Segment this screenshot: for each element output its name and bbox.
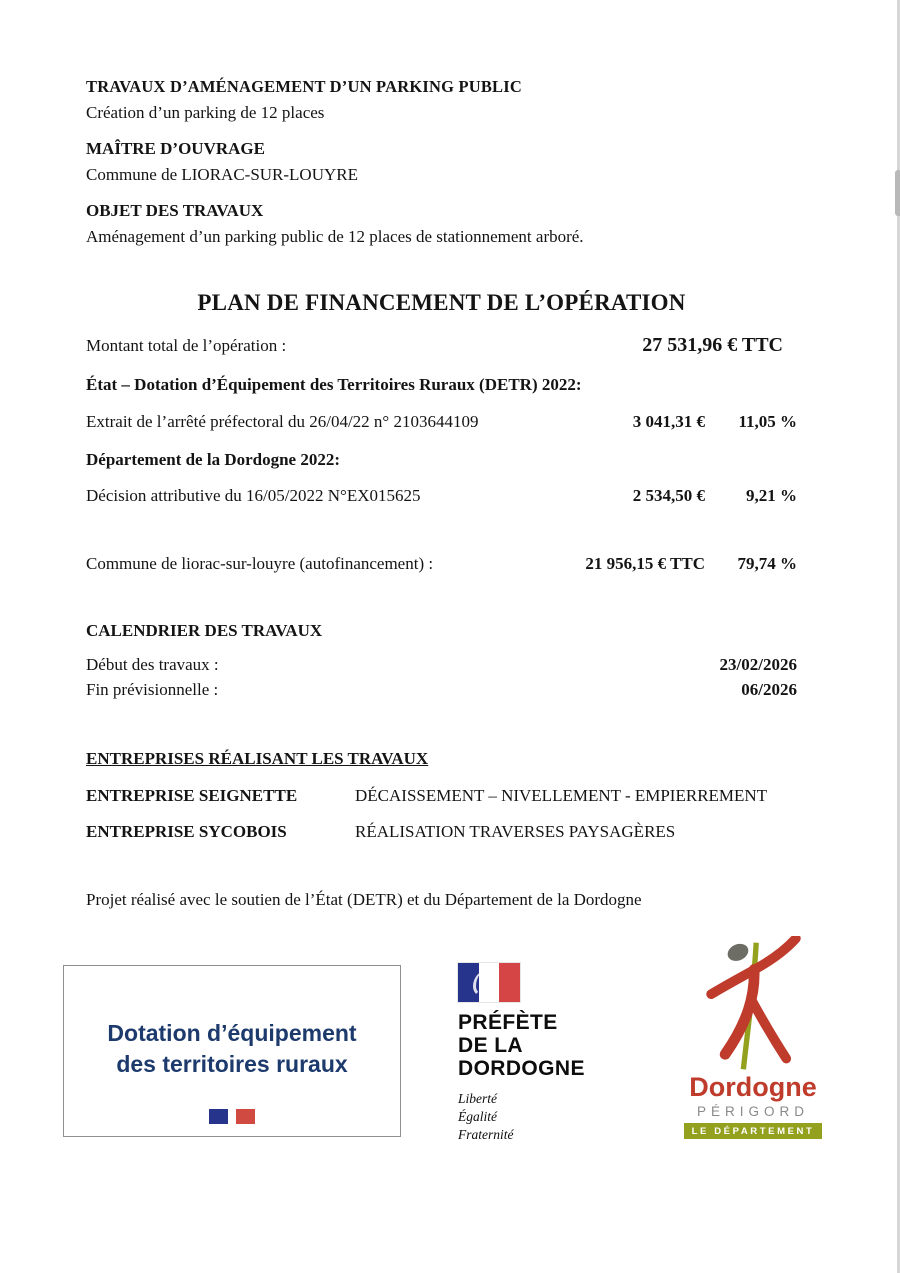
calendar-row xyxy=(86,654,797,676)
calendar-start-label: Début des travaux : xyxy=(86,654,219,674)
calendar-end-label: Fin prévisionnelle : xyxy=(86,680,219,700)
financing-dept-percent: 9,21 % xyxy=(746,485,797,505)
scan-smudge-artifact xyxy=(895,170,900,216)
enterprise-name: ENTREPRISE SEIGNETTE xyxy=(86,786,298,806)
motto-egalite: Égalité xyxy=(458,1109,497,1125)
french-flag-icon xyxy=(458,963,520,1002)
owner-value: Commune de LIORAC-SUR-LOUYRE xyxy=(86,164,358,184)
doc-title: TRAVAUX D’AMÉNAGEMENT D’UN PARKING PUBLIC xyxy=(86,77,522,96)
detr-logo-line1: Dotation d’équipement xyxy=(107,1020,357,1046)
detr-logo-text xyxy=(64,1018,400,1080)
financing-etat-heading: État – Dotation d’Équipement des Territoires Ruraux (DETR) 2022: xyxy=(86,375,582,395)
marianne-icon xyxy=(473,970,498,997)
prefecture-title-line2: DE LA xyxy=(458,1034,523,1058)
financing-dept-row xyxy=(86,485,797,507)
department-banner: LE DÉPARTEMENT xyxy=(684,1123,822,1139)
financing-etat-amount: 3 041,31 € xyxy=(632,411,705,431)
calendar-row xyxy=(86,679,797,701)
calendar-title: CALENDRIER DES TRAVAUX xyxy=(86,620,323,640)
owner-heading: MAÎTRE D’OUVRAGE xyxy=(86,139,265,159)
dancing-figure-icon xyxy=(684,936,822,1078)
financing-total-amount: 27 531,96 € TTC xyxy=(642,333,783,356)
motto-liberte: Liberté xyxy=(458,1091,497,1107)
enterprise-row xyxy=(86,785,797,807)
financing-commune-label: Commune de liorac-sur-louyre (autofinancement) : xyxy=(86,554,434,574)
prefecture-title-line3: DORDOGNE xyxy=(458,1057,585,1081)
financing-commune-row xyxy=(86,553,797,575)
detr-logo-line2: des territoires ruraux xyxy=(116,1051,348,1078)
financing-commune-amount: 21 956,15 € TTC xyxy=(585,554,705,574)
department-name: Dordogne xyxy=(689,1072,817,1102)
prefecture-title xyxy=(458,1011,668,1080)
financing-dept-label: Décision attributive du 16/05/2022 N°EX015625 xyxy=(86,485,421,505)
enterprises-title: ENTREPRISES RÉALISANT LES TRAVAUX xyxy=(86,748,429,768)
financing-commune-percent: 79,74 % xyxy=(737,554,797,574)
financing-etat-percent: 11,05 % xyxy=(738,411,797,431)
calendar-end-value: 06/2026 xyxy=(741,680,797,700)
enterprise-row xyxy=(86,821,797,843)
motto-fraternite: Fraternité xyxy=(458,1126,514,1142)
prefecture-motto xyxy=(458,1090,668,1143)
document-content xyxy=(86,0,797,912)
footer-note: Projet réalisé avec le soutien de l’État (DETR) et du Département de la Dordogne xyxy=(86,890,642,910)
department-logo xyxy=(684,936,822,1139)
detr-logo-box xyxy=(63,965,401,1137)
enterprise-work: DÉCAISSEMENT – NIVELLEMENT - EMPIERREMENT xyxy=(355,786,768,806)
prefecture-logo xyxy=(458,963,668,1144)
enterprise-name: ENTREPRISE SYCOBOIS xyxy=(86,821,287,841)
enterprise-work: RÉALISATION TRAVERSES PAYSAGÈRES xyxy=(355,821,676,841)
department-subtitle: PÉRIGORD xyxy=(696,1104,809,1119)
prefecture-title-line1: PRÉFÈTE xyxy=(458,1011,558,1034)
financing-total-row xyxy=(86,332,797,358)
financing-title: PLAN DE FINANCEMENT DE L’OPÉRATION xyxy=(197,289,686,315)
object-value: Aménagement d’un parking public de 12 places de stationnement arboré. xyxy=(86,226,584,246)
french-flag-icon xyxy=(209,1109,255,1124)
financing-dept-amount: 2 534,50 € xyxy=(632,485,705,505)
calendar-start-value: 23/02/2026 xyxy=(719,654,797,674)
financing-total-label: Montant total de l’opération : xyxy=(86,335,287,355)
financing-dept-heading: Département de la Dordogne 2022: xyxy=(86,450,341,470)
financing-etat-row xyxy=(86,411,797,433)
doc-subtitle: Création d’un parking de 12 places xyxy=(86,102,325,122)
financing-etat-label: Extrait de l’arrêté préfectoral du 26/04/22 n° 2103644109 xyxy=(86,411,479,431)
object-heading: OBJET DES TRAVAUX xyxy=(86,201,264,221)
